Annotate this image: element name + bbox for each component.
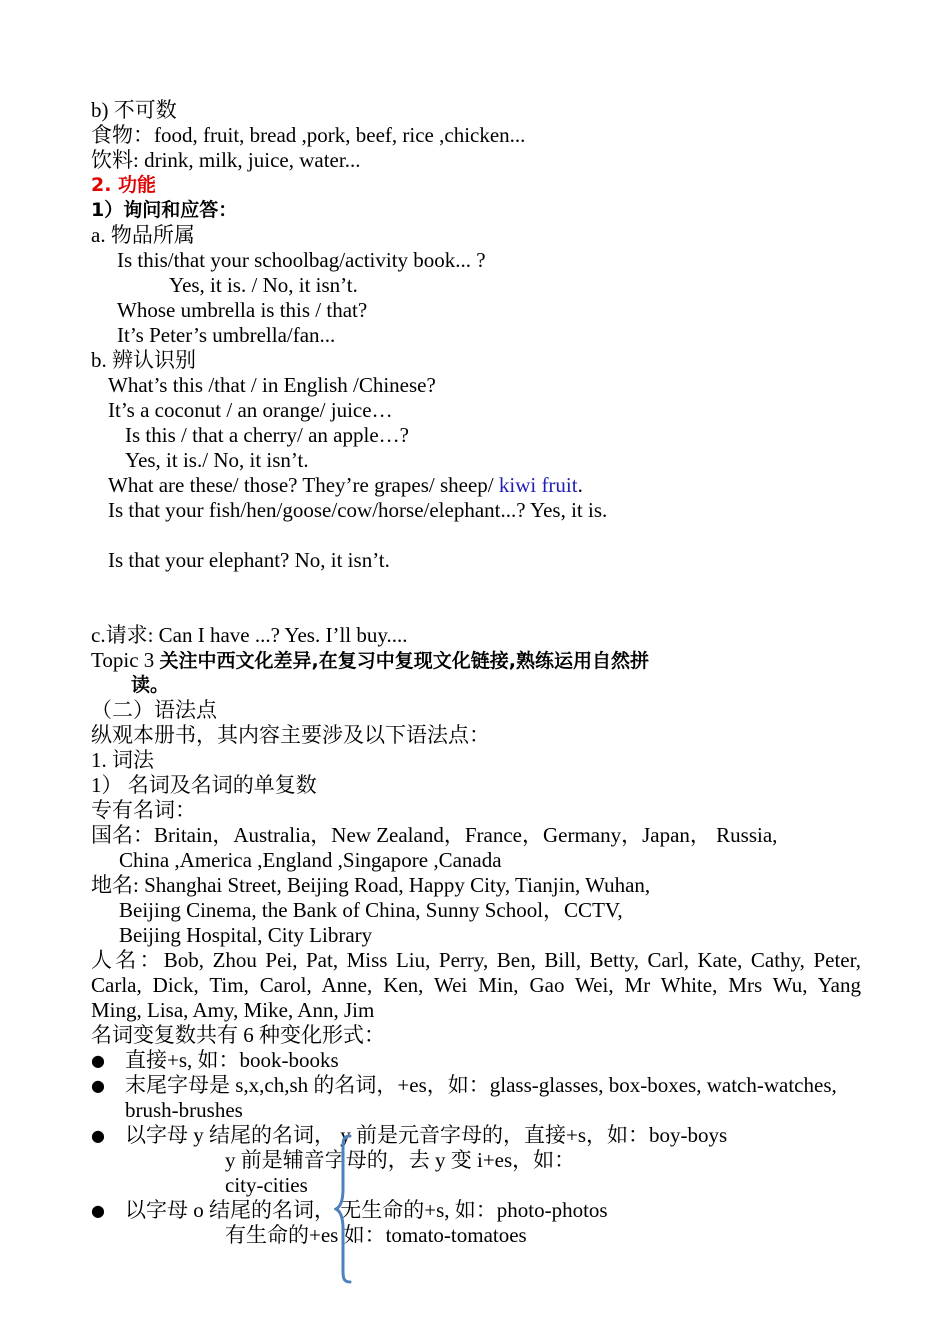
list-item-continued: city-cities: [225, 1173, 308, 1197]
list-item: ● 末尾字母是 s,x,ch,sh 的名词，+es，如：glass-glasses, box-boxes, watch-watches,: [91, 1073, 837, 1097]
blank-line: [91, 523, 861, 548]
text-line: 国名：Britain，Australia，New Zealand，France，Germany，Japan， Russia,: [91, 823, 778, 847]
text-line: a. 物品所属: [91, 223, 195, 247]
text-line: What are these/ those? They’re grapes/ sheep/ kiwi fruit.: [108, 473, 583, 497]
text-line: Is this / that a cherry/ an apple…?: [125, 423, 409, 447]
text-line: 纵观本册书，其内容主要涉及以下语法点：: [91, 723, 490, 747]
text-line: Whose umbrella is this / that?: [117, 298, 368, 322]
text-line: b. 辨认识别: [91, 348, 196, 372]
text-line: It’s a coconut / an orange/ juice…: [108, 398, 393, 422]
list-item-continued: 有生命的+es 如：tomato-tomatoes: [225, 1223, 527, 1247]
list-item-continued: brush-brushes: [125, 1098, 243, 1122]
text-line: Is that your fish/hen/goose/cow/horse/elephant...? Yes, it is.: [108, 498, 608, 522]
text-line: 人名：Bob, Zhou Pei, Pat, Miss Liu, Perry, Ben, Bill, Betty, Carl, Kate, Cathy, Peter,: [91, 948, 861, 972]
text-line: Topic 3 关注中西文化差异,在复习中复现文化链接,熟练运用自然拼: [91, 648, 649, 672]
bullet-icon: ●: [91, 1201, 105, 1220]
highlighted-term: kiwi fruit: [498, 473, 578, 497]
list-item: ● 直接+s, 如：book-books: [91, 1048, 339, 1072]
text-line: Yes, it is. / No, it isn’t.: [169, 273, 358, 297]
text-line: Beijing Hospital, City Library: [119, 923, 373, 947]
text-line: China ,America ,England ,Singapore ,Canada: [119, 848, 502, 872]
text-line: What’s this /that / in English /Chinese?: [108, 373, 436, 397]
text-line: 读。: [131, 674, 170, 696]
text-line: 饮料: drink, milk, juice, water...: [91, 148, 361, 172]
blank-line: [91, 598, 861, 623]
list-item: ● 以字母 o 结尾的名词， 无生命的+s, 如：photo-photos: [91, 1198, 608, 1222]
text-line: Beijing Cinema, the Bank of China, Sunny School，CCTV,: [119, 898, 623, 922]
text-line: Yes, it is./ No, it isn’t.: [125, 448, 309, 472]
bullet-icon: ●: [91, 1051, 105, 1070]
text-line: It’s Peter’s umbrella/fan...: [117, 323, 336, 347]
text-line: 1. 词法: [91, 748, 154, 772]
text-line: Carla, Dick, Tim, Carol, Anne, Ken, Wei Min, Gao Wei, Mr White, Mrs Wu, Yang: [91, 973, 861, 997]
text-line: Ming, Lisa, Amy, Mike, Ann, Jim: [91, 998, 375, 1022]
text-line: c.请求: Can I have ...? Yes. I’ll buy....: [91, 623, 408, 647]
bullet-icon: ●: [91, 1076, 105, 1095]
text-line: 名词变复数共有 6 种变化形式：: [91, 1023, 385, 1047]
section-heading: 2. 功能: [91, 174, 157, 196]
list-item: ● 以字母 y 结尾的名词， y 前是元音字母的，直接+s，如：boy-boys: [91, 1123, 728, 1147]
document-page: [91, 98, 861, 1248]
text-line: 专有名词：: [91, 798, 196, 822]
text-line: 1） 名词及名词的单复数: [91, 773, 317, 797]
curly-brace-icon: [334, 1134, 358, 1284]
list-item-continued: y 前是辅音字母的，去 y 变 i+es，如：: [225, 1148, 576, 1172]
blank-line: [91, 573, 861, 598]
topic-heading: 关注中西文化差异,在复习中复现文化链接,熟练运用自然拼: [159, 650, 649, 672]
text-line: 地名: Shanghai Street, Beijing Road, Happy City, Tianjin, Wuhan,: [91, 873, 651, 897]
text-line: 食物：food, fruit, bread ,pork, beef, rice ,chicken...: [91, 123, 526, 147]
subsection-heading: 1）询问和应答：: [91, 199, 238, 221]
bullet-icon: ●: [91, 1126, 105, 1145]
section-heading: （二）语法点: [91, 698, 217, 722]
text-line: b) 不可数: [91, 98, 177, 122]
text-line: Is that your elephant? No, it isn’t.: [108, 548, 390, 572]
text-line: Is this/that your schoolbag/activity book... ?: [117, 248, 486, 272]
